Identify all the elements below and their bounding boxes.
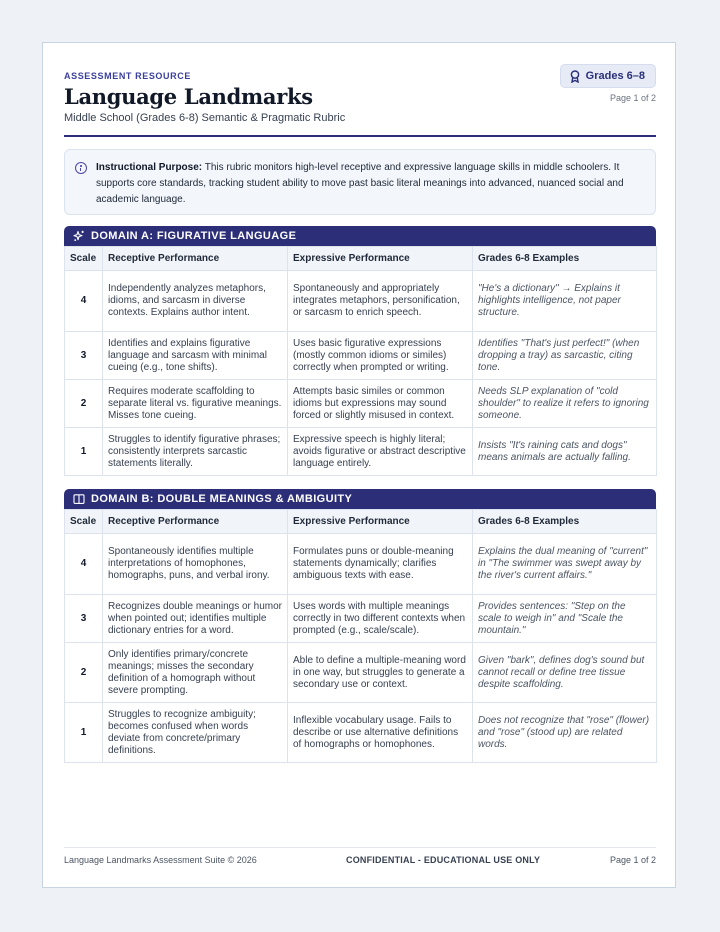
table-row [65, 643, 657, 703]
domain-a-table [64, 246, 657, 476]
expressive-cell: Attempts basic similes or common idioms but expressions may sound forced or slightly misused in context. [288, 380, 473, 428]
col-expressive: Expressive Performance [288, 247, 473, 271]
header-page-number: Page 1 of 2 [609, 93, 656, 103]
domain-a-section [64, 226, 656, 476]
receptive-cell: Struggles to identify figurative phrases; consistently interprets sarcastic statements literally. [103, 428, 288, 476]
domain-a-header [64, 226, 656, 246]
example-cell: Explains the dual meaning of "current" in "The swimmer was swept away by the river's current affairs." [473, 534, 657, 595]
receptive-cell: Requires moderate scaffolding to separate literal vs. figurative meanings. Misses tone cueing. [103, 380, 288, 428]
table-row [65, 595, 657, 643]
purpose-text [96, 160, 648, 208]
award-icon [569, 70, 581, 83]
col-receptive: Receptive Performance [103, 510, 288, 534]
purpose-body: This rubric monitors high-level receptive and expressive language skills in middle schoolers. It supports core standards, tracking student ability to move past basic literal meanings into advanced, nuanced social and academic language. [96, 162, 624, 205]
expressive-cell: Expressive speech is highly literal; avoids figurative or abstract descriptive language entirely. [288, 428, 473, 476]
table-row [65, 428, 657, 476]
example-cell: "He's a dictionary" → Explains it highlights intelligence, not paper structure. [473, 271, 657, 332]
footer-confidential: CONFIDENTIAL - EDUCATIONAL USE ONLY [346, 855, 541, 865]
expressive-cell: Uses words with multiple meanings correctly in two different contexts when prompted (e.g., scale/scale). [288, 595, 473, 643]
grade-badge-label: Grades 6–8 [585, 70, 645, 82]
expressive-cell: Uses basic figurative expressions (mostly common idioms or similes) correctly when prompted or writing. [288, 332, 473, 380]
table-header-row [65, 247, 657, 271]
table-row [65, 271, 657, 332]
col-receptive: Receptive Performance [103, 247, 288, 271]
table-row [65, 332, 657, 380]
scale-cell: 3 [65, 595, 103, 643]
receptive-cell: Spontaneously identifies multiple interpretations of homophones, homographs, puns, and verbal irony. [103, 534, 288, 595]
scale-cell: 2 [65, 380, 103, 428]
col-examples: Grades 6-8 Examples [473, 510, 657, 534]
col-expressive: Expressive Performance [288, 510, 473, 534]
scale-cell: 3 [65, 332, 103, 380]
footer-divider [64, 847, 656, 848]
header-divider [64, 135, 656, 137]
expressive-cell: Spontaneously and appropriately integrates metaphors, personification, or sarcasm to enrich speech. [288, 271, 473, 332]
table-row [65, 534, 657, 595]
receptive-cell: Identifies and explains figurative language and sarcasm with minimal cueing (e.g., tone shifts). [103, 332, 288, 380]
col-scale: Scale [65, 247, 103, 271]
receptive-cell: Independently analyzes metaphors, idioms, and sarcasm in diverse contexts. Explains author intent. [103, 271, 288, 332]
receptive-cell: Struggles to recognize ambiguity; becomes confused when words deviate from concrete/primary definitions. [103, 703, 288, 763]
table-row [65, 380, 657, 428]
domain-b-section [64, 489, 656, 763]
scale-cell: 1 [65, 703, 103, 763]
scale-cell: 4 [65, 271, 103, 332]
scale-cell: 2 [65, 643, 103, 703]
footer-page-number: Page 1 of 2 [609, 855, 656, 865]
rubric-page [42, 42, 676, 888]
domain-b-table [64, 509, 657, 763]
col-examples: Grades 6-8 Examples [473, 247, 657, 271]
col-scale: Scale [65, 510, 103, 534]
example-cell: Insists "It's raining cats and dogs" means animals are actually falling. [473, 428, 657, 476]
book-icon [73, 493, 85, 505]
expressive-cell: Formulates puns or double-meaning statements dynamically; clarifies ambiguous texts with ease. [288, 534, 473, 595]
example-cell: Given "bark", defines dog's sound but cannot recall or define tree tissue despite scaffolding. [473, 643, 657, 703]
eyebrow-label: ASSESSMENT RESOURCE [64, 71, 191, 81]
expressive-cell: Inflexible vocabulary usage. Fails to describe or use alternative definitions of homographs or homophones. [288, 703, 473, 763]
receptive-cell: Recognizes double meanings or humor when pointed out; identifies multiple dictionary entries for a word. [103, 595, 288, 643]
example-cell: Needs SLP explanation of "cold shoulder" to realize it refers to ignoring someone. [473, 380, 657, 428]
instructional-purpose-box [64, 149, 656, 215]
domain-b-title: DOMAIN B: DOUBLE MEANINGS & AMBIGUITY [91, 493, 353, 505]
example-cell: Does not recognize that "rose" (flower) and "rose" (stood up) are related words. [473, 703, 657, 763]
table-header-row [65, 510, 657, 534]
domain-a-title: DOMAIN A: FIGURATIVE LANGUAGE [91, 230, 297, 242]
receptive-cell: Only identifies primary/concrete meanings; misses the secondary definition of a homograph without severe prompting. [103, 643, 288, 703]
expressive-cell: Able to define a multiple-meaning word in one way, but struggles to generate a secondary use or context. [288, 643, 473, 703]
footer-copyright: Language Landmarks Assessment Suite © 2026 [64, 855, 257, 865]
domain-b-header [64, 489, 656, 509]
table-row [65, 703, 657, 763]
sparkles-icon [73, 230, 85, 242]
scale-cell: 4 [65, 534, 103, 595]
page-subtitle: Middle School (Grades 6-8) Semantic & Pragmatic Rubric [64, 112, 346, 124]
scale-cell: 1 [65, 428, 103, 476]
example-cell: Identifies "That's just perfect!" (when dropping a tray) as sarcastic, citing tone. [473, 332, 657, 380]
info-icon [75, 162, 87, 174]
grade-badge [560, 64, 656, 88]
example-cell: Provides sentences: "Step on the scale to weigh in" and "Scale the mountain." [473, 595, 657, 643]
page-title: Language Landmarks [64, 84, 313, 109]
purpose-label: Instructional Purpose: [96, 162, 203, 173]
